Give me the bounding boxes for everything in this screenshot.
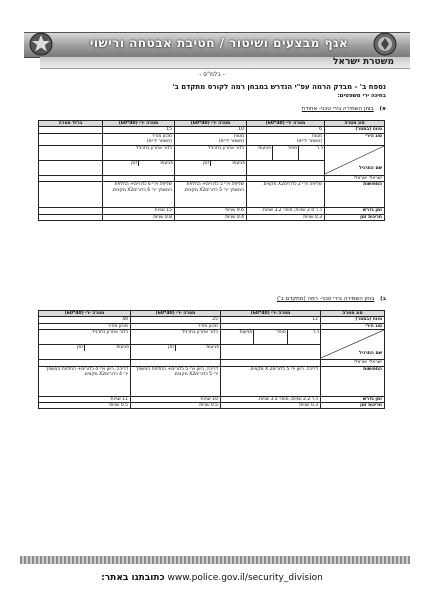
split-cell: פגיעות	[84, 345, 130, 350]
table-cell: דריכה, כיוון וירי 5 כדורים+ החלפת המשפך ירי 5 כדוריםX2 מקצים.	[131, 366, 221, 396]
table-cell: שליפה וירי 2 כדוריםX2 מקצים.	[247, 182, 325, 208]
footer-label: כתובתנו באתר:	[101, 573, 165, 583]
row-label: זמן נדרש	[321, 396, 385, 402]
table-header: סוג מטרה	[321, 311, 385, 317]
header-subtitle: משטרת ישראל	[332, 57, 394, 67]
table-cell	[39, 182, 103, 208]
diag-label: שם התרגיל	[358, 350, 382, 356]
table-header: מטרה ירי (40*60)	[247, 121, 325, 127]
row-label: התפושות	[325, 182, 385, 208]
annex-title: נספח ב' - מבדק הרמה עפ"י הנדרש במבחן רמה לקורס מתקדם ב'	[172, 83, 386, 91]
table-cell	[221, 345, 321, 360]
table-cell: 0.5 שניות	[131, 403, 221, 409]
table-cell: 10	[175, 127, 247, 133]
table-row	[39, 214, 385, 220]
table-cell	[103, 160, 175, 175]
row-label: חריגות זמן	[325, 214, 385, 220]
footer-url[interactable]: www.police.gov.il/security_division	[167, 573, 323, 583]
annex-subtitle: בחינה ירי משפטים:	[337, 93, 386, 99]
split-cell: זמן	[77, 345, 83, 351]
table-cell	[39, 160, 103, 175]
police-emblem-icon	[28, 31, 54, 57]
table-header: ברזל מטרה	[39, 121, 103, 127]
table-header: מטרה ירי (40*60)	[131, 311, 221, 317]
table-cell: 15 שניות	[103, 208, 175, 214]
header-banner	[24, 32, 410, 58]
split-cell: סופר	[272, 146, 298, 160]
table-cell: 0.3 שניות	[247, 214, 325, 220]
table-cell: 25	[131, 317, 221, 323]
split-cell: זמן	[131, 160, 137, 166]
table-cell	[175, 160, 247, 175]
table-cell: 40	[39, 317, 131, 323]
table-cell	[39, 214, 103, 220]
table-cell: דריכה, כיוון ירי 5 כדוריםX 2 מקצים.	[221, 366, 321, 396]
table-row	[39, 330, 385, 345]
split-cell: זמן	[168, 345, 174, 351]
table-cell	[131, 345, 221, 360]
footer	[0, 573, 424, 583]
table-cell: 9.6 שניות	[175, 208, 247, 214]
table-cell: כדור אחרון בתרגיל	[175, 145, 247, 160]
table-cell	[221, 330, 321, 345]
row-label: ישראלי ישראלי	[321, 360, 385, 366]
table-cell: 0.8 שניות	[103, 214, 175, 220]
table-cell: כ.ר 2.0 שניות, סופר 3.2 שניות.	[247, 208, 325, 214]
table-cell: 0.5 שניות	[39, 403, 131, 409]
table-row	[39, 133, 385, 145]
table-cell: 6	[247, 127, 325, 133]
table-cell: מטוח (משמר ידיים)	[247, 133, 325, 145]
section1-number: א)	[379, 106, 386, 112]
diag-label: שם התרגיל	[358, 166, 382, 172]
section2-text: בוחן השמירה בירי טכני- רמה (מתקדם ב')	[277, 296, 375, 302]
classification: - בלמ"ס -	[199, 71, 225, 78]
split-cell: סופר	[253, 330, 286, 344]
table-cell: כ.ר 2.2 שניות, סופר 3.5 שניות.	[221, 396, 321, 402]
table-cell: מכוון מהיר (משמר ידיים)	[103, 133, 175, 145]
table-cell: כדור אחרון בתרגיל	[103, 145, 175, 160]
split-cell: פגיעות	[258, 145, 271, 151]
table-cell	[39, 145, 103, 160]
table-cell: כדור אחרון בתרגיל	[39, 330, 131, 345]
section1-label	[302, 106, 386, 112]
diag-cell	[321, 330, 385, 360]
table-header: מטרה ירי (40*60)	[221, 311, 321, 317]
table-header: מטרה ירי (40*60)	[39, 311, 131, 317]
split-cell: פגיעות	[210, 161, 246, 166]
split-cell: פגיעות	[175, 345, 220, 350]
split-cell: פגיעות	[138, 161, 174, 166]
table-cell: 15	[103, 127, 175, 133]
table-header: סוג מטרה	[325, 121, 385, 127]
table-cell	[39, 133, 103, 145]
table-header: מטרה ירי (40*60)	[175, 121, 247, 127]
table-cell	[39, 345, 131, 360]
section1-text: בוחן השמירה בירי טכני- אחודח	[301, 106, 374, 112]
table-cell	[247, 145, 325, 160]
table-row	[39, 145, 385, 160]
row-label: סוג הירי	[321, 323, 385, 329]
split-cell: זמן	[203, 160, 209, 166]
split-cell: כ.ר	[287, 330, 320, 344]
table-row	[39, 403, 385, 409]
security-division-emblem-icon	[372, 31, 398, 57]
table-cell: מכוון מהיר	[131, 323, 221, 329]
row-label: התפושות	[321, 366, 385, 396]
table-row	[39, 182, 385, 208]
footer-decoration	[20, 556, 410, 564]
split-cell: כ.ר	[298, 146, 324, 160]
qualification-table-1	[38, 120, 385, 221]
row-label: טווח (במטר)	[325, 127, 385, 133]
row-label: זמן נדרש	[325, 208, 385, 214]
table-header: מטרה ירי (40*60)	[103, 121, 175, 127]
table-cell: 12	[221, 317, 321, 323]
table-cell: דריכה, כיוון וירי 4 כדורים+ החלפת המשפך ירי 4 כדוריםX2 מקצים.	[39, 366, 131, 396]
row-label: חריגות זמן	[321, 403, 385, 409]
header-title: אגף מבצעים ושיטור / חטיבת אבטחה ורישוי	[89, 36, 349, 50]
table-row	[39, 366, 385, 396]
table-cell: 0.4 שניות	[175, 214, 247, 220]
row-label: ישראלי ישראלי	[325, 175, 385, 181]
table-cell: שליפה וירי 6 כדורים+ החלפת המשפך ירי 6 כדוריםX2 מקצים.	[103, 182, 175, 208]
table-cell: שליפה וירי 5 כדורים+ החלפת המשפך ירי 5 כדוריםX2 מקצים.	[175, 182, 247, 208]
table-cell: כדור אחרון בתרגיל	[131, 330, 221, 345]
diag-cell	[325, 145, 385, 175]
table-cell: מכוון מהיר	[39, 323, 131, 329]
table-cell: מטוח (משמר ידיים)	[175, 133, 247, 145]
row-label: סוג הירי	[325, 133, 385, 145]
table-cell: 0.3 שניות	[221, 403, 321, 409]
section2-label	[277, 296, 386, 302]
section2-number: ב)	[380, 296, 386, 302]
row-label: טווח (במטר)	[321, 317, 385, 323]
qualification-table-2	[38, 310, 385, 409]
split-cell: פגיעות	[239, 330, 253, 336]
table-cell: 11 שניות	[39, 396, 131, 402]
table-cell	[247, 160, 325, 175]
table-cell: 10 שניות	[131, 396, 221, 402]
